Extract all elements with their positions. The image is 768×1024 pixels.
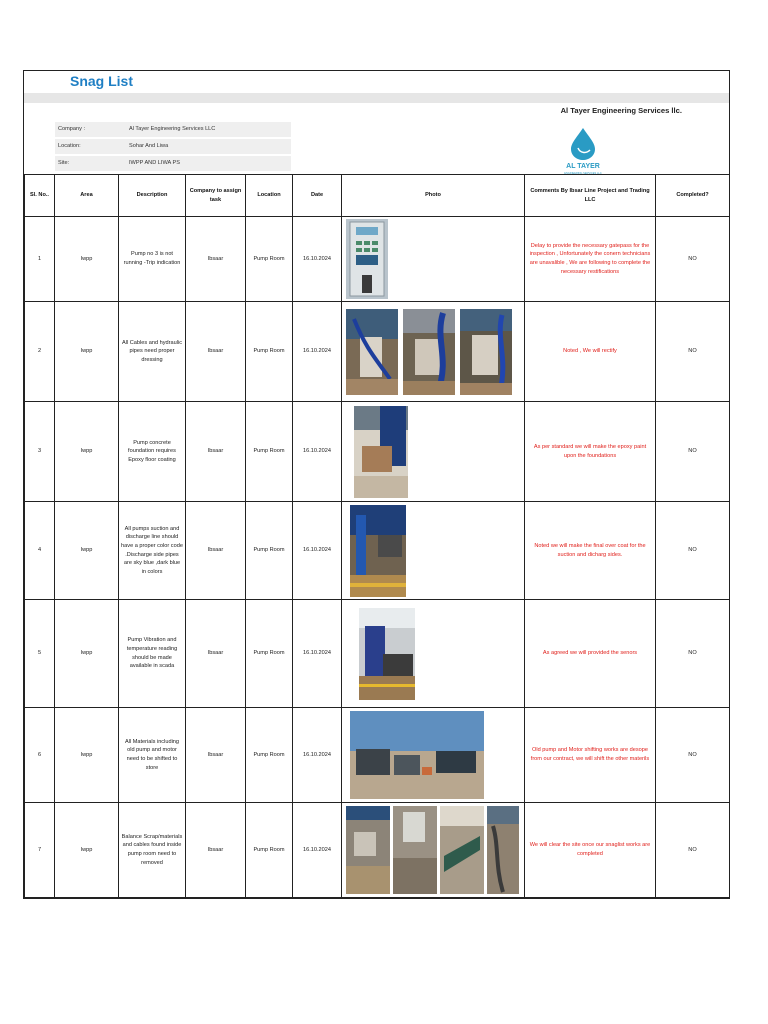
cell-completed: NO [656, 708, 730, 803]
cell-comment: As agreed we will provided the senors [525, 600, 656, 708]
cell-comment: Noted we will make the final over coat for the suction and dicharg sides. [525, 502, 656, 600]
snag-list-sheet [23, 70, 730, 899]
cell-description: Pump concrete foundation requires Epoxy floor coating [119, 402, 186, 502]
cell-company: Ibsaar [186, 217, 246, 302]
photo-control-panel [346, 219, 388, 299]
cell-photo [342, 803, 525, 898]
cell-date: 16.10.2024 [293, 708, 342, 803]
photo-strip [344, 406, 522, 498]
header-band [24, 93, 729, 103]
cell-location: Pump Room [246, 803, 293, 898]
cell-photo [342, 217, 525, 302]
cell-location: Pump Room [246, 402, 293, 502]
cell-area: Iwpp [55, 302, 119, 402]
cell-comment: Old pump and Motor shifting works are desope from our contract, we will shift the other materils [525, 708, 656, 803]
cell-date: 16.10.2024 [293, 217, 342, 302]
info-row-site [55, 156, 291, 171]
cell-company: Ibsaar [186, 502, 246, 600]
cell-description: Balance Scrap/materials and cables found inside pump room need to removed [119, 803, 186, 898]
info-value: IWPP AND LIWA PS [129, 160, 180, 166]
cell-area: Iwpp [55, 600, 119, 708]
cell-sl: 2 [25, 302, 55, 402]
col-header-photo: Photo [342, 175, 525, 217]
col-header-description: Description [119, 175, 186, 217]
col-header-date: Date [293, 175, 342, 217]
cell-date: 16.10.2024 [293, 600, 342, 708]
cell-company: Ibsaar [186, 600, 246, 708]
table-row [25, 402, 730, 502]
table-row [25, 708, 730, 803]
cell-photo [342, 302, 525, 402]
cell-comment: Noted , We will rectify [525, 302, 656, 402]
al-tayer-logo [553, 126, 613, 176]
info-label: Site: [58, 160, 70, 166]
cell-photo [342, 600, 525, 708]
info-value: Sohar And Liwa [129, 143, 169, 149]
cell-sl: 3 [25, 402, 55, 502]
snag-table [24, 174, 730, 898]
table-row [25, 600, 730, 708]
info-label: Company : [58, 126, 86, 132]
photo-outdoor-materials [350, 711, 484, 799]
cell-location: Pump Room [246, 600, 293, 708]
cell-area: Iwpp [55, 502, 119, 600]
cell-location: Pump Room [246, 302, 293, 402]
photo-pump-foundation [354, 406, 408, 498]
cell-completed: NO [656, 302, 730, 402]
photo-pump-motor [359, 608, 415, 700]
col-header-sl: Sl. No.. [25, 175, 55, 217]
col-header-location: Location [246, 175, 293, 217]
table-row [25, 803, 730, 898]
cell-description: Pump Vibration and temperature reading should be made available in scada [119, 600, 186, 708]
cell-sl: 6 [25, 708, 55, 803]
photo-strip [344, 608, 522, 700]
col-header-company: Company to assign task [186, 175, 246, 217]
cell-description: All Materials including old pump and motor need to be shifted to store [119, 708, 186, 803]
table-header-row [25, 175, 730, 217]
cell-description: Pump no 3 is not running -Trip indication [119, 217, 186, 302]
cell-photo [342, 502, 525, 600]
cell-sl: 7 [25, 803, 55, 898]
cell-comment: Delay to provide the necessary gatepass for the inspection , Unfortunately the conern technicians are unavalible , We are following to complete the necessary restifications [525, 217, 656, 302]
table-row [25, 502, 730, 600]
page-title: Snag List [70, 73, 134, 89]
cell-description: All pumps suction and discharge line should have a proper color code .Discharge side pipes are sky blue ,dark blue in colors [119, 502, 186, 600]
info-row-company [55, 122, 291, 137]
cell-completed: NO [656, 217, 730, 302]
logo-tagline: ENGINEERING SERVICES LLC [564, 172, 602, 175]
cell-company: Ibsaar [186, 402, 246, 502]
photo-cables [460, 309, 512, 395]
photo-scrap [346, 806, 390, 894]
cell-company: Ibsaar [186, 708, 246, 803]
cell-completed: NO [656, 502, 730, 600]
photo-strip [344, 219, 522, 299]
photo-scrap [487, 806, 519, 894]
col-header-area: Area [55, 175, 119, 217]
drop-icon [571, 128, 595, 160]
cell-sl: 5 [25, 600, 55, 708]
cell-date: 16.10.2024 [293, 803, 342, 898]
cell-comment: We will clear the site once our snaglist works are completed [525, 803, 656, 898]
cell-description: All Cables and hydraulic pipes need proper dressing [119, 302, 186, 402]
cell-sl: 4 [25, 502, 55, 600]
info-value: Al Tayer Engineering Services LLC [129, 126, 216, 132]
cell-date: 16.10.2024 [293, 302, 342, 402]
photo-scrap [393, 806, 437, 894]
photo-strip [344, 309, 522, 395]
table-row [25, 217, 730, 302]
info-row-location [55, 139, 291, 154]
cell-date: 16.10.2024 [293, 402, 342, 502]
cell-photo [342, 708, 525, 803]
cell-completed: NO [656, 600, 730, 708]
photo-cables [403, 309, 455, 395]
info-label: Location: [58, 143, 81, 149]
cell-company: Ibsaar [186, 803, 246, 898]
photo-scrap [440, 806, 484, 894]
photo-cables [346, 309, 398, 395]
photo-strip [344, 711, 522, 799]
photo-strip [344, 505, 522, 597]
cell-completed: NO [656, 803, 730, 898]
cell-date: 16.10.2024 [293, 502, 342, 600]
cell-photo [342, 402, 525, 502]
cell-company: Ibsaar [186, 302, 246, 402]
cell-comment: As per standard we will make the epoxy paint upon the foundations [525, 402, 656, 502]
logo-wordmark: AL TAYER [566, 163, 600, 170]
company-name: Al Tayer Engineering Services llc. [560, 106, 682, 115]
cell-completed: NO [656, 402, 730, 502]
cell-area: Iwpp [55, 217, 119, 302]
photo-pipes [350, 505, 406, 597]
cell-location: Pump Room [246, 708, 293, 803]
cell-sl: 1 [25, 217, 55, 302]
col-header-comments: Comments By Ibsar Line Project and Trading LLC [525, 175, 656, 217]
cell-area: Iwpp [55, 708, 119, 803]
cell-area: Iwpp [55, 803, 119, 898]
table-row [25, 302, 730, 402]
cell-location: Pump Room [246, 217, 293, 302]
cell-location: Pump Room [246, 502, 293, 600]
col-header-completed: Completed? [656, 175, 730, 217]
cell-area: Iwpp [55, 402, 119, 502]
photo-strip [344, 806, 522, 894]
